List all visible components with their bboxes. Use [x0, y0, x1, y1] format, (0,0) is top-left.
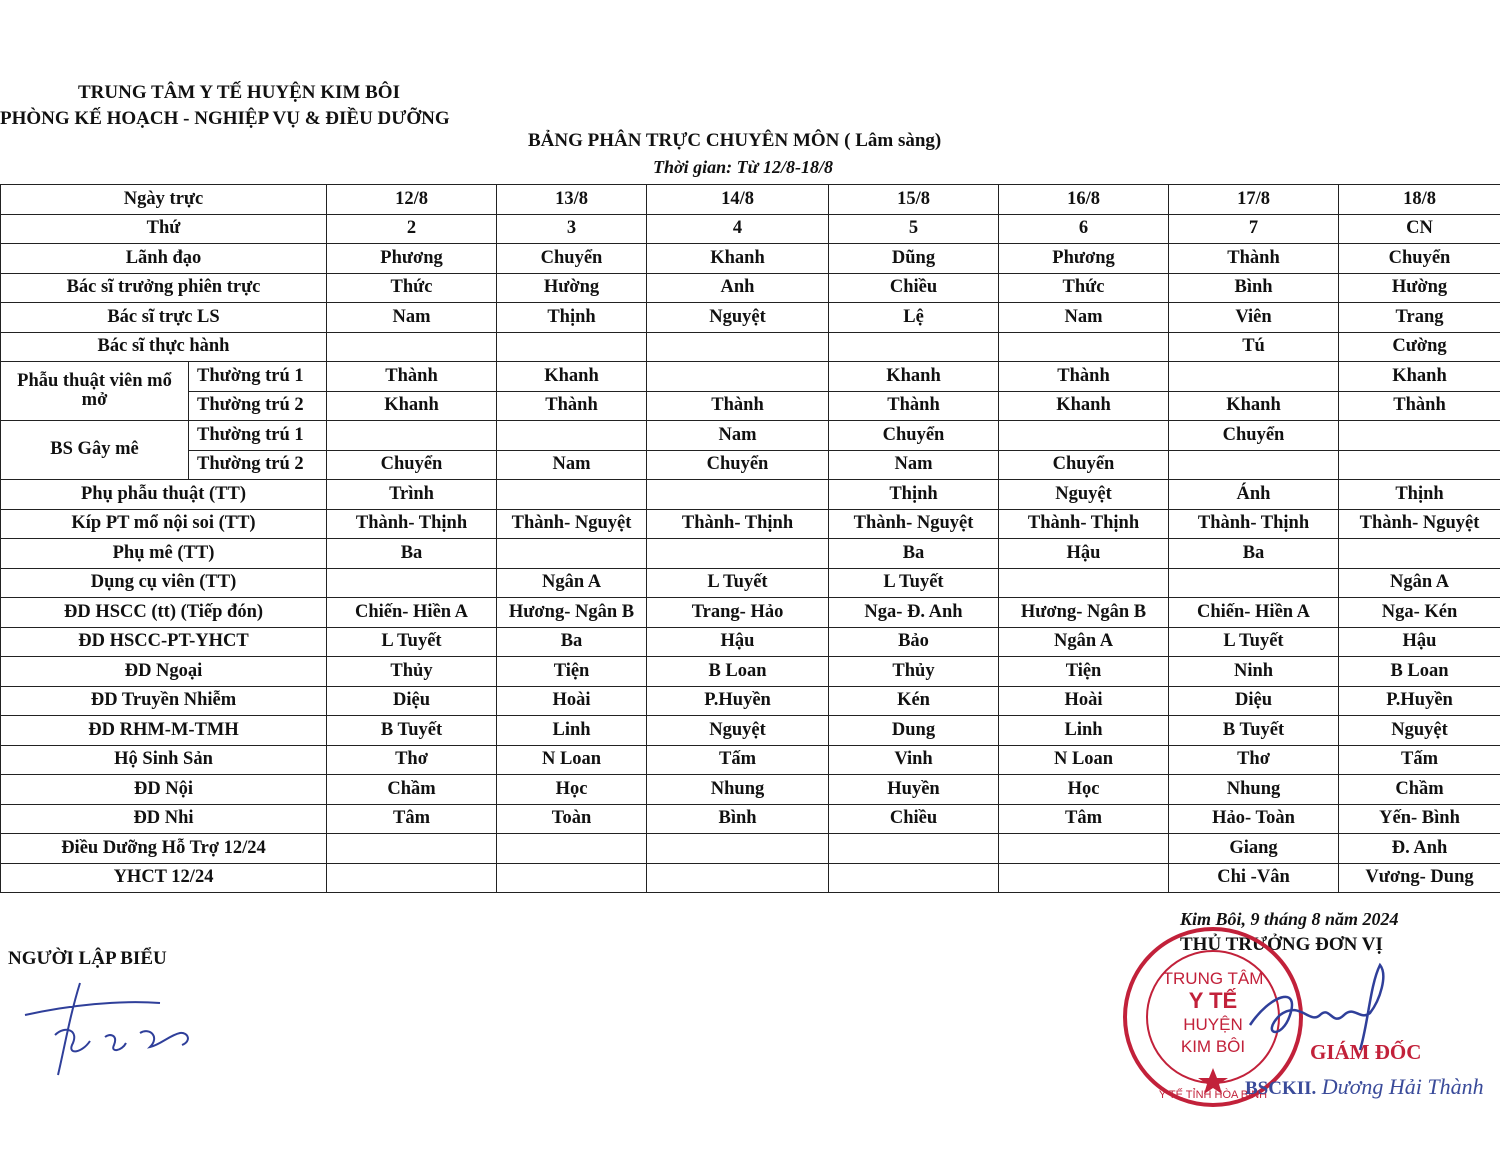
duty-cell: Thành	[829, 391, 999, 421]
row-kip-pt	[1, 509, 1500, 539]
sub-label: Thường trú 1	[189, 421, 327, 451]
duty-cell: Nguyệt	[647, 716, 829, 746]
row-ho-sinh	[1, 745, 1500, 775]
duty-cell: Vương- Dung	[1339, 863, 1500, 893]
duty-cell: Nam	[647, 421, 829, 451]
row-bs-truong	[1, 273, 1500, 303]
duty-cell: Ba	[1169, 539, 1339, 569]
row-label: Ngày trực	[1, 185, 327, 215]
duty-schedule-table	[0, 184, 1500, 893]
duty-cell: Ngân A	[999, 627, 1169, 657]
duty-cell: Thành	[1339, 391, 1500, 421]
duty-cell: Nga- Đ. Anh	[829, 598, 999, 628]
duty-cell: Trang	[1339, 303, 1500, 333]
row-dates	[1, 185, 1500, 215]
duty-cell: Nga- Kén	[1339, 598, 1500, 628]
director-name-line	[1245, 1074, 1484, 1100]
duty-cell	[497, 539, 647, 569]
duty-cell: Cường	[1339, 332, 1500, 362]
duty-cell: Ba	[829, 539, 999, 569]
duty-cell: Dũng	[829, 244, 999, 274]
duty-cell: Tiện	[999, 657, 1169, 687]
duty-cell: Thơ	[327, 745, 497, 775]
duty-cell: 4	[647, 214, 829, 244]
duty-cell: Hương- Ngân B	[999, 598, 1169, 628]
duty-cell: Thơ	[1169, 745, 1339, 775]
duty-cell: Chuyển	[1339, 244, 1500, 274]
duty-cell: 2	[327, 214, 497, 244]
row-label: Thứ	[1, 214, 327, 244]
duty-cell: Chầm	[1339, 775, 1500, 805]
row-label: Hộ Sinh Sản	[1, 745, 327, 775]
duty-cell: Ninh	[1169, 657, 1339, 687]
duty-cell: Thành	[647, 391, 829, 421]
row-label: Bác sĩ thực hành	[1, 332, 327, 362]
duty-cell	[327, 421, 497, 451]
duty-cell: Thành- Nguyệt	[1339, 509, 1500, 539]
duty-cell: Viên	[1169, 303, 1339, 333]
duty-cell: P.Huyền	[1339, 686, 1500, 716]
schedule-period: Thời gian: Từ 12/8-18/8	[653, 157, 833, 177]
row-dd-truyen	[1, 686, 1500, 716]
director-role: GIÁM ĐỐC	[1310, 1040, 1422, 1064]
duty-cell	[829, 332, 999, 362]
duty-cell: Hương- Ngân B	[497, 598, 647, 628]
duty-cell: 13/8	[497, 185, 647, 215]
duty-cell: Chuyển	[999, 450, 1169, 480]
duty-cell: Khanh	[327, 391, 497, 421]
duty-cell: Hường	[1339, 273, 1500, 303]
duty-cell: Trình	[327, 480, 497, 510]
row-label: ĐD HSCC (tt) (Tiếp đón)	[1, 598, 327, 628]
duty-cell: Thành	[497, 391, 647, 421]
row-ptv-tt2	[1, 391, 1500, 421]
duty-cell: 14/8	[647, 185, 829, 215]
duty-cell: Tú	[1169, 332, 1339, 362]
duty-cell: Thành- Nguyệt	[829, 509, 999, 539]
row-label: ĐD RHM-M-TMH	[1, 716, 327, 746]
duty-cell: Anh	[647, 273, 829, 303]
duty-cell: 5	[829, 214, 999, 244]
duty-cell: Thành- Nguyệt	[497, 509, 647, 539]
duty-cell: Bình	[1169, 273, 1339, 303]
duty-cell: L Tuyết	[1169, 627, 1339, 657]
maker-title: NGƯỜI LẬP BIỂU	[8, 948, 167, 969]
duty-cell	[327, 834, 497, 864]
duty-cell: Dung	[829, 716, 999, 746]
row-phu-pt	[1, 480, 1500, 510]
director-name: Dương Hải Thành	[1321, 1074, 1484, 1099]
duty-cell	[327, 332, 497, 362]
row-label: Phụ phẫu thuật (TT)	[1, 480, 327, 510]
duty-cell	[1169, 568, 1339, 598]
duty-cell: Chuyển	[829, 421, 999, 451]
row-label: Kíp PT mổ nội soi (TT)	[1, 509, 327, 539]
row-dd-ho-tro	[1, 834, 1500, 864]
duty-cell: Nam	[327, 303, 497, 333]
duty-cell	[327, 568, 497, 598]
row-dd-noi	[1, 775, 1500, 805]
row-label: ĐD Nội	[1, 775, 327, 805]
duty-cell	[497, 332, 647, 362]
duty-cell	[497, 421, 647, 451]
duty-cell: Trang- Hảo	[647, 598, 829, 628]
duty-cell: Thành- Thịnh	[327, 509, 497, 539]
duty-cell: Tấm	[647, 745, 829, 775]
row-label: ĐD Truyền Nhiễm	[1, 686, 327, 716]
row-label: ĐD Nhi	[1, 804, 327, 834]
duty-cell: L Tuyết	[829, 568, 999, 598]
duty-cell: Hậu	[647, 627, 829, 657]
duty-cell	[999, 568, 1169, 598]
row-label: Dụng cụ viên (TT)	[1, 568, 327, 598]
duty-cell	[647, 362, 829, 392]
row-dd-hscc-pt	[1, 627, 1500, 657]
duty-cell: Nhung	[647, 775, 829, 805]
sub-label: Thường trú 2	[189, 450, 327, 480]
duty-cell: Ba	[497, 627, 647, 657]
duty-cell: Thành	[1169, 244, 1339, 274]
duty-cell: Yến- Bình	[1339, 804, 1500, 834]
duty-cell	[497, 480, 647, 510]
duty-cell: Ngân A	[1339, 568, 1500, 598]
duty-cell: 12/8	[327, 185, 497, 215]
duty-cell	[647, 332, 829, 362]
duty-cell: 6	[999, 214, 1169, 244]
row-label: ĐD Ngoại	[1, 657, 327, 687]
duty-cell: Thịnh	[1339, 480, 1500, 510]
duty-cell: Vinh	[829, 745, 999, 775]
stamp-line-3: HUYỆN	[1183, 1015, 1243, 1034]
duty-cell: Ba	[327, 539, 497, 569]
duty-cell	[1169, 362, 1339, 392]
duty-cell: Thủy	[327, 657, 497, 687]
duty-cell: P.Huyền	[647, 686, 829, 716]
duty-cell	[647, 539, 829, 569]
stamp-line-1: TRUNG TÂM	[1162, 969, 1264, 988]
duty-cell: Tiện	[497, 657, 647, 687]
duty-cell: Toàn	[497, 804, 647, 834]
row-label: Bác sĩ trực LS	[1, 303, 327, 333]
duty-cell: N Loan	[497, 745, 647, 775]
duty-cell: Tâm	[999, 804, 1169, 834]
stamp-rim-text: Y TẾ TỈNH HÒA BÌNH	[1158, 1089, 1268, 1101]
row-label: Bác sĩ trưởng phiên trực	[1, 273, 327, 303]
sub-label: Thường trú 2	[189, 391, 327, 421]
duty-cell: Thịnh	[829, 480, 999, 510]
duty-cell: Giang	[1169, 834, 1339, 864]
duty-cell: 18/8	[1339, 185, 1500, 215]
stamp-line-2: Y TẾ	[1188, 988, 1238, 1013]
duty-cell	[999, 421, 1169, 451]
duty-cell: Nam	[497, 450, 647, 480]
row-gm-tt2	[1, 450, 1500, 480]
duty-cell	[327, 863, 497, 893]
place-date: Kim Bôi, 9 tháng 8 năm 2024	[1180, 909, 1399, 929]
duty-cell: Thành- Thịnh	[647, 509, 829, 539]
duty-cell: Bình	[647, 804, 829, 834]
organization-name: TRUNG TÂM Y TẾ HUYỆN KIM BÔI	[78, 82, 400, 103]
duty-cell	[1339, 421, 1500, 451]
duty-cell: Chiến- Hiền A	[327, 598, 497, 628]
duty-cell: Lệ	[829, 303, 999, 333]
duty-cell: Khanh	[1339, 362, 1500, 392]
duty-cell: Hậu	[999, 539, 1169, 569]
duty-cell: Thịnh	[497, 303, 647, 333]
row-dd-ngoai	[1, 657, 1500, 687]
duty-cell: B Loan	[1339, 657, 1500, 687]
duty-cell: Hảo- Toàn	[1169, 804, 1339, 834]
duty-cell: Hường	[497, 273, 647, 303]
duty-cell: Ngân A	[497, 568, 647, 598]
row-label: ĐD HSCC-PT-YHCT	[1, 627, 327, 657]
chief-title: THỦ TRƯỞNG ĐƠN VỊ	[1180, 934, 1383, 955]
duty-cell: Chuyển	[1169, 421, 1339, 451]
duty-cell: 16/8	[999, 185, 1169, 215]
duty-cell	[497, 863, 647, 893]
duty-cell: Khanh	[829, 362, 999, 392]
row-label: Lãnh đạo	[1, 244, 327, 274]
duty-cell: Khanh	[999, 391, 1169, 421]
duty-cell: Chi -Vân	[1169, 863, 1339, 893]
duty-cell: Hậu	[1339, 627, 1500, 657]
row-phu-me	[1, 539, 1500, 569]
duty-cell	[647, 863, 829, 893]
row-ptv-tt1	[1, 362, 1500, 392]
row-dung-cu	[1, 568, 1500, 598]
duty-cell: Nguyệt	[647, 303, 829, 333]
duty-cell: Chuyển	[647, 450, 829, 480]
duty-cell: Nguyệt	[999, 480, 1169, 510]
duty-cell: Chuyển	[497, 244, 647, 274]
duty-cell: B Tuyết	[327, 716, 497, 746]
duty-cell: Học	[999, 775, 1169, 805]
duty-cell: 17/8	[1169, 185, 1339, 215]
duty-cell: Thành- Thịnh	[1169, 509, 1339, 539]
duty-cell: 7	[1169, 214, 1339, 244]
duty-cell	[647, 834, 829, 864]
duty-cell: B Loan	[647, 657, 829, 687]
maker-signature	[10, 975, 210, 1085]
sub-label: Thường trú 1	[189, 362, 327, 392]
row-yhct	[1, 863, 1500, 893]
group-label: Phẫu thuật viên mổ mở	[1, 362, 189, 421]
schedule-body	[1, 185, 1500, 893]
duty-cell	[1169, 450, 1339, 480]
duty-cell: Hoài	[497, 686, 647, 716]
duty-cell: Thành	[327, 362, 497, 392]
duty-cell	[829, 834, 999, 864]
duty-cell: Chuyển	[327, 450, 497, 480]
duty-cell: Khanh	[1169, 391, 1339, 421]
duty-cell: Tâm	[327, 804, 497, 834]
duty-cell: N Loan	[999, 745, 1169, 775]
group-label: BS Gây mê	[1, 421, 189, 480]
duty-cell: Huyền	[829, 775, 999, 805]
duty-cell: Linh	[999, 716, 1169, 746]
duty-cell: Phương	[327, 244, 497, 274]
row-label: Phụ mê (TT)	[1, 539, 327, 569]
stamp-line-4: KIM BÔI	[1180, 1037, 1246, 1056]
row-label: YHCT 12/24	[1, 863, 327, 893]
duty-cell: Bảo	[829, 627, 999, 657]
duty-cell: Phương	[999, 244, 1169, 274]
duty-cell: Tấm	[1339, 745, 1500, 775]
duty-cell: Ánh	[1169, 480, 1339, 510]
duty-cell: Khanh	[497, 362, 647, 392]
duty-cell: 3	[497, 214, 647, 244]
duty-cell	[497, 834, 647, 864]
duty-cell	[1339, 450, 1500, 480]
duty-cell: Hoài	[999, 686, 1169, 716]
duty-cell: Thành- Thịnh	[999, 509, 1169, 539]
duty-cell	[999, 332, 1169, 362]
duty-cell: Nhung	[1169, 775, 1339, 805]
duty-cell: Khanh	[647, 244, 829, 274]
schedule-title: BẢNG PHÂN TRỰC CHUYÊN MÔN ( Lâm sàng)	[528, 130, 942, 151]
duty-cell: Học	[497, 775, 647, 805]
duty-cell: Nam	[999, 303, 1169, 333]
duty-cell: B Tuyết	[1169, 716, 1339, 746]
row-dd-rhm	[1, 716, 1500, 746]
duty-cell: CN	[1339, 214, 1500, 244]
duty-cell	[829, 863, 999, 893]
duty-cell	[1339, 539, 1500, 569]
duty-cell: Chiều	[829, 273, 999, 303]
row-gm-tt1	[1, 421, 1500, 451]
duty-cell: Nguyệt	[1339, 716, 1500, 746]
row-bs-truc-ls	[1, 303, 1500, 333]
duty-cell	[999, 863, 1169, 893]
duty-cell	[647, 480, 829, 510]
duty-cell: Diệu	[327, 686, 497, 716]
duty-cell: Thức	[999, 273, 1169, 303]
duty-cell: L Tuyết	[327, 627, 497, 657]
department-name: PHÒNG KẾ HOẠCH - NGHIỆP VỤ & ĐIỀU DƯỠNG	[0, 108, 450, 129]
duty-cell: Kén	[829, 686, 999, 716]
duty-cell: Chiến- Hiền A	[1169, 598, 1339, 628]
duty-cell: Chầm	[327, 775, 497, 805]
director-rank: BSCKII.	[1245, 1078, 1317, 1099]
duty-cell: Thức	[327, 273, 497, 303]
duty-cell: Linh	[497, 716, 647, 746]
row-label: Điều Dưỡng Hỗ Trợ 12/24	[1, 834, 327, 864]
row-dd-nhi	[1, 804, 1500, 834]
row-bs-thuc-hanh	[1, 332, 1500, 362]
duty-cell: Diệu	[1169, 686, 1339, 716]
duty-cell: Đ. Anh	[1339, 834, 1500, 864]
duty-cell: Thành	[999, 362, 1169, 392]
row-dd-hscc-tt	[1, 598, 1500, 628]
duty-cell: L Tuyết	[647, 568, 829, 598]
duty-cell: 15/8	[829, 185, 999, 215]
duty-cell: Chiều	[829, 804, 999, 834]
duty-cell: Nam	[829, 450, 999, 480]
row-lanh-dao	[1, 244, 1500, 274]
duty-cell	[999, 834, 1169, 864]
row-weekdays	[1, 214, 1500, 244]
duty-cell: Thủy	[829, 657, 999, 687]
